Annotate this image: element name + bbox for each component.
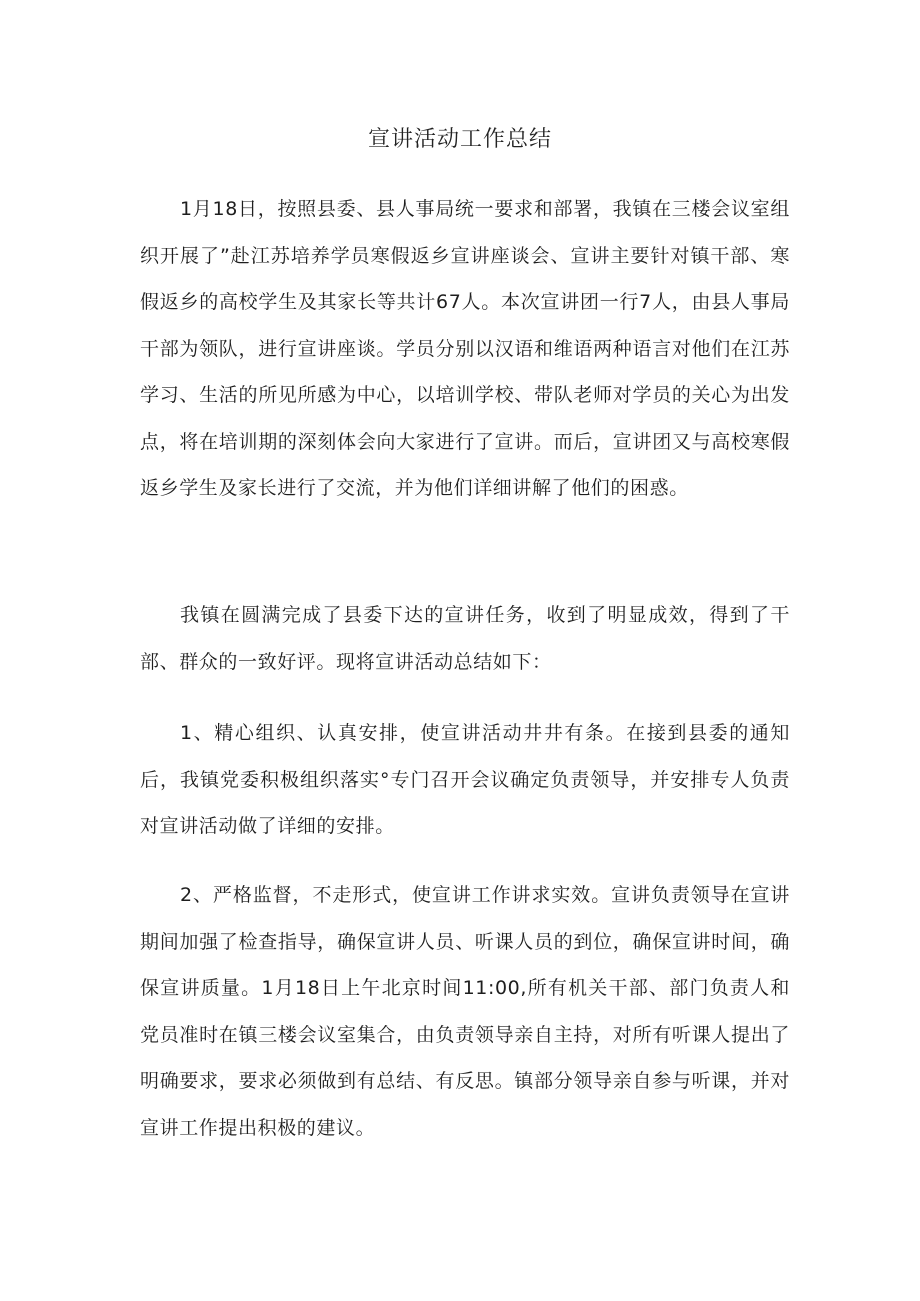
paragraph-intro: 1月18日，按照县委、县人事局统一要求和部署，我镇在三楼会议室组织开展了”赴江苏培养学员寒假返乡宣讲座谈会、宣讲主要针对镇干部、寒假返乡的高校学生及其家长等共计67人。本次宣讲团一行7人，由县人事局干部为领队，进行宣讲座谈。学员分别以汉语和维语两种语言对他们在江苏学习、生活的所见所感为中心，以培训学校、带队老师对学员的关心为出发点，将在培训期的深刻体会向大家进行了宣讲。而后，宣讲团又与高校寒假返乡学生及家长进行了交流，并为他们详细讲解了他们的困惑。 (140, 198, 790, 499)
paragraph-point-2: 2、严格监督，不走形式，使宣讲工作讲求实效。宣讲负责领导在宣讲期间加强了检查指导，确保宣讲人员、听课人员的到位，确保宣讲时间，确保宣讲质量。1月18日上午北京时间11:00,所有机关干部、部门负责人和党员准时在镇三楼会议室集合，由负责领导亲自主持，对所有听课人提出了明确要求，要求必须做到有总结、有反思。镇部分领导亲自参与听课，并对宣讲工作提出积极的建议。 (140, 884, 790, 1139)
document-title: 宣讲活动工作总结 (367, 127, 552, 152)
paragraph-point-1: 1、精心组织、认真安排，使宣讲活动井井有条。在接到县委的通知后，我镇党委积极组织落实°专门召开会议确定负责领导，并安排专人负责对宣讲活动做了详细的安排。 (140, 722, 790, 837)
paragraph-summary: 我镇在圆满完成了县委下达的宣讲任务，收到了明显成效，得到了干部、群众的一致好评。现将宣讲活动总结如下： (140, 604, 790, 673)
